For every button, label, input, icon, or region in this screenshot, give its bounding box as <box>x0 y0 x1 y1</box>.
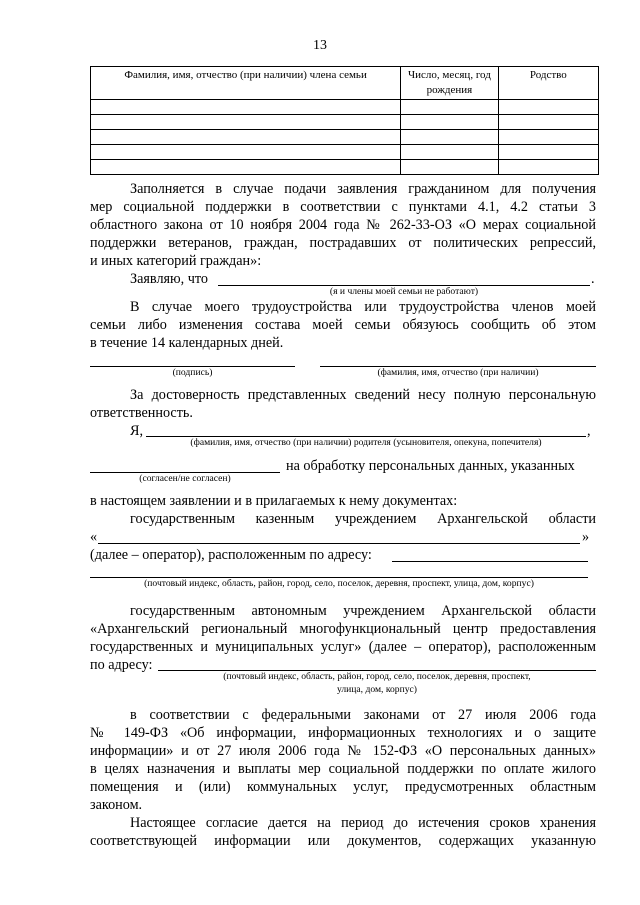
table-row <box>91 160 599 175</box>
family-members-table <box>90 66 599 175</box>
col-header-birthdate: Число, месяц, год рождения <box>401 67 498 100</box>
p4-line-2: «Архангельский региональный многофункциональный центр предоставления <box>90 621 596 637</box>
p5-line-2: № 149-ФЗ «Об информации, информационных технологиях и о защите <box>90 725 596 741</box>
table-cell[interactable] <box>498 130 598 145</box>
org1-name-line[interactable] <box>98 543 580 544</box>
p5-line-3: информации» и от 27 июля 2006 года № 152-ФЗ «О персональных данных» <box>90 743 596 759</box>
col-header-name: Фамилия, имя, отчество (при наличии) члена семьи <box>91 67 401 100</box>
quote-open: « <box>90 529 98 545</box>
table-cell[interactable] <box>91 160 401 175</box>
declare-label: Заявляю, что <box>130 271 208 287</box>
consent-caption: (согласен/не согласен) <box>139 473 231 484</box>
table-row <box>91 100 599 115</box>
table-cell[interactable] <box>498 115 598 130</box>
table-cell[interactable] <box>401 145 498 160</box>
col-header-relation: Родство <box>498 67 598 100</box>
table-row <box>91 115 599 130</box>
table-cell[interactable] <box>498 145 598 160</box>
ya-label: Я, <box>130 423 144 439</box>
declare-end: . <box>591 271 595 287</box>
table-cell[interactable] <box>401 115 498 130</box>
p1-line-5: и иных категорий граждан»: <box>90 253 262 269</box>
p5-line-5: помещения и (или) коммунальных услуг, предусмотренных областным <box>90 779 596 795</box>
table-cell[interactable] <box>498 160 598 175</box>
table-row <box>91 145 599 160</box>
consent-text: на обработку персональных данных, указанных <box>286 458 575 474</box>
p4-line-1: государственным автономным учреждением Архангельской области <box>130 603 596 619</box>
table-header-row <box>91 67 599 100</box>
p2-line-3: в течение 14 календарных дней. <box>90 335 284 351</box>
p5-line-1: в соответствии с федеральными законами от 27 июля 2006 года <box>130 707 596 723</box>
table-row <box>91 130 599 145</box>
p1-line-2: мер социальной поддержки в соответствии с пунктами 4.1, 4.2 статьи 3 <box>90 199 596 215</box>
p3-line-2: ответственность. <box>90 405 193 421</box>
address-caption-2-line-1: (почтовый индекс, область, район, город, село, поселок, деревня, проспект, <box>223 671 531 682</box>
fio-caption: (фамилия, имя, отчество (при наличии) <box>377 367 539 378</box>
address-caption-2-line-2: улица, дом, корпус) <box>336 684 417 695</box>
table-cell[interactable] <box>401 160 498 175</box>
p6-line-2: соответствующей информации или документов, содержащих указанную <box>90 833 596 849</box>
table-cell[interactable] <box>401 100 498 115</box>
parent-caption: (фамилия, имя, отчество (при наличии) родителя (усыновителя, опекуна, попечителя) <box>190 437 542 448</box>
p5-line-6: законом. <box>90 797 143 813</box>
p2-line-2: семьи либо изменения состава моей семьи обязуюсь сообщить об этом <box>90 317 596 333</box>
org1-line: государственным казенным учреждением Архангельской области <box>130 511 596 527</box>
quote-close: » <box>582 529 590 545</box>
address-label: по адресу: <box>90 657 153 673</box>
p6-line-1: Настоящее согласие дается на период до истечения сроков хранения <box>130 815 596 831</box>
p1-line-1: Заполняется в случае подачи заявления гражданином для получения <box>130 181 596 197</box>
operator-text: (далее – оператор), расположенным по адресу: <box>90 547 372 563</box>
signature-caption: (подпись) <box>172 367 213 378</box>
table-cell[interactable] <box>91 100 401 115</box>
p5-line-4: в целях назначения и выплаты мер социальной поддержки по оплате жилого <box>90 761 596 777</box>
table-cell[interactable] <box>91 130 401 145</box>
p4-line-3: государственных и муниципальных услуг» (далее – оператор), расположенным <box>90 639 596 655</box>
p2-line-1: В случае моего трудоустройства или трудоустройства членов моей <box>130 299 596 315</box>
table-cell[interactable] <box>498 100 598 115</box>
declare-caption: (я и члены моей семьи не работают) <box>329 286 479 297</box>
table-cell[interactable] <box>401 130 498 145</box>
p1-line-3: областного закона от 10 ноября 2004 года № 262-33-ОЗ «О мерах социальной <box>90 217 596 233</box>
p3-line-1: За достоверность представленных сведений несу полную персональную <box>130 387 596 403</box>
ya-end: , <box>587 423 591 439</box>
operator-address-line[interactable] <box>392 561 588 562</box>
address-caption: (почтовый индекс, область, район, город, село, поселок, деревня, проспект, улица, дом, корпус) <box>144 578 534 589</box>
table-cell[interactable] <box>91 145 401 160</box>
page-number: 13 <box>313 38 327 53</box>
consent-cont: в настоящем заявлении и в прилагаемых к нему документах: <box>90 493 458 509</box>
p1-line-4: поддержки ветеранов, граждан, пострадавших от политических репрессий, <box>90 235 596 251</box>
table-cell[interactable] <box>91 115 401 130</box>
